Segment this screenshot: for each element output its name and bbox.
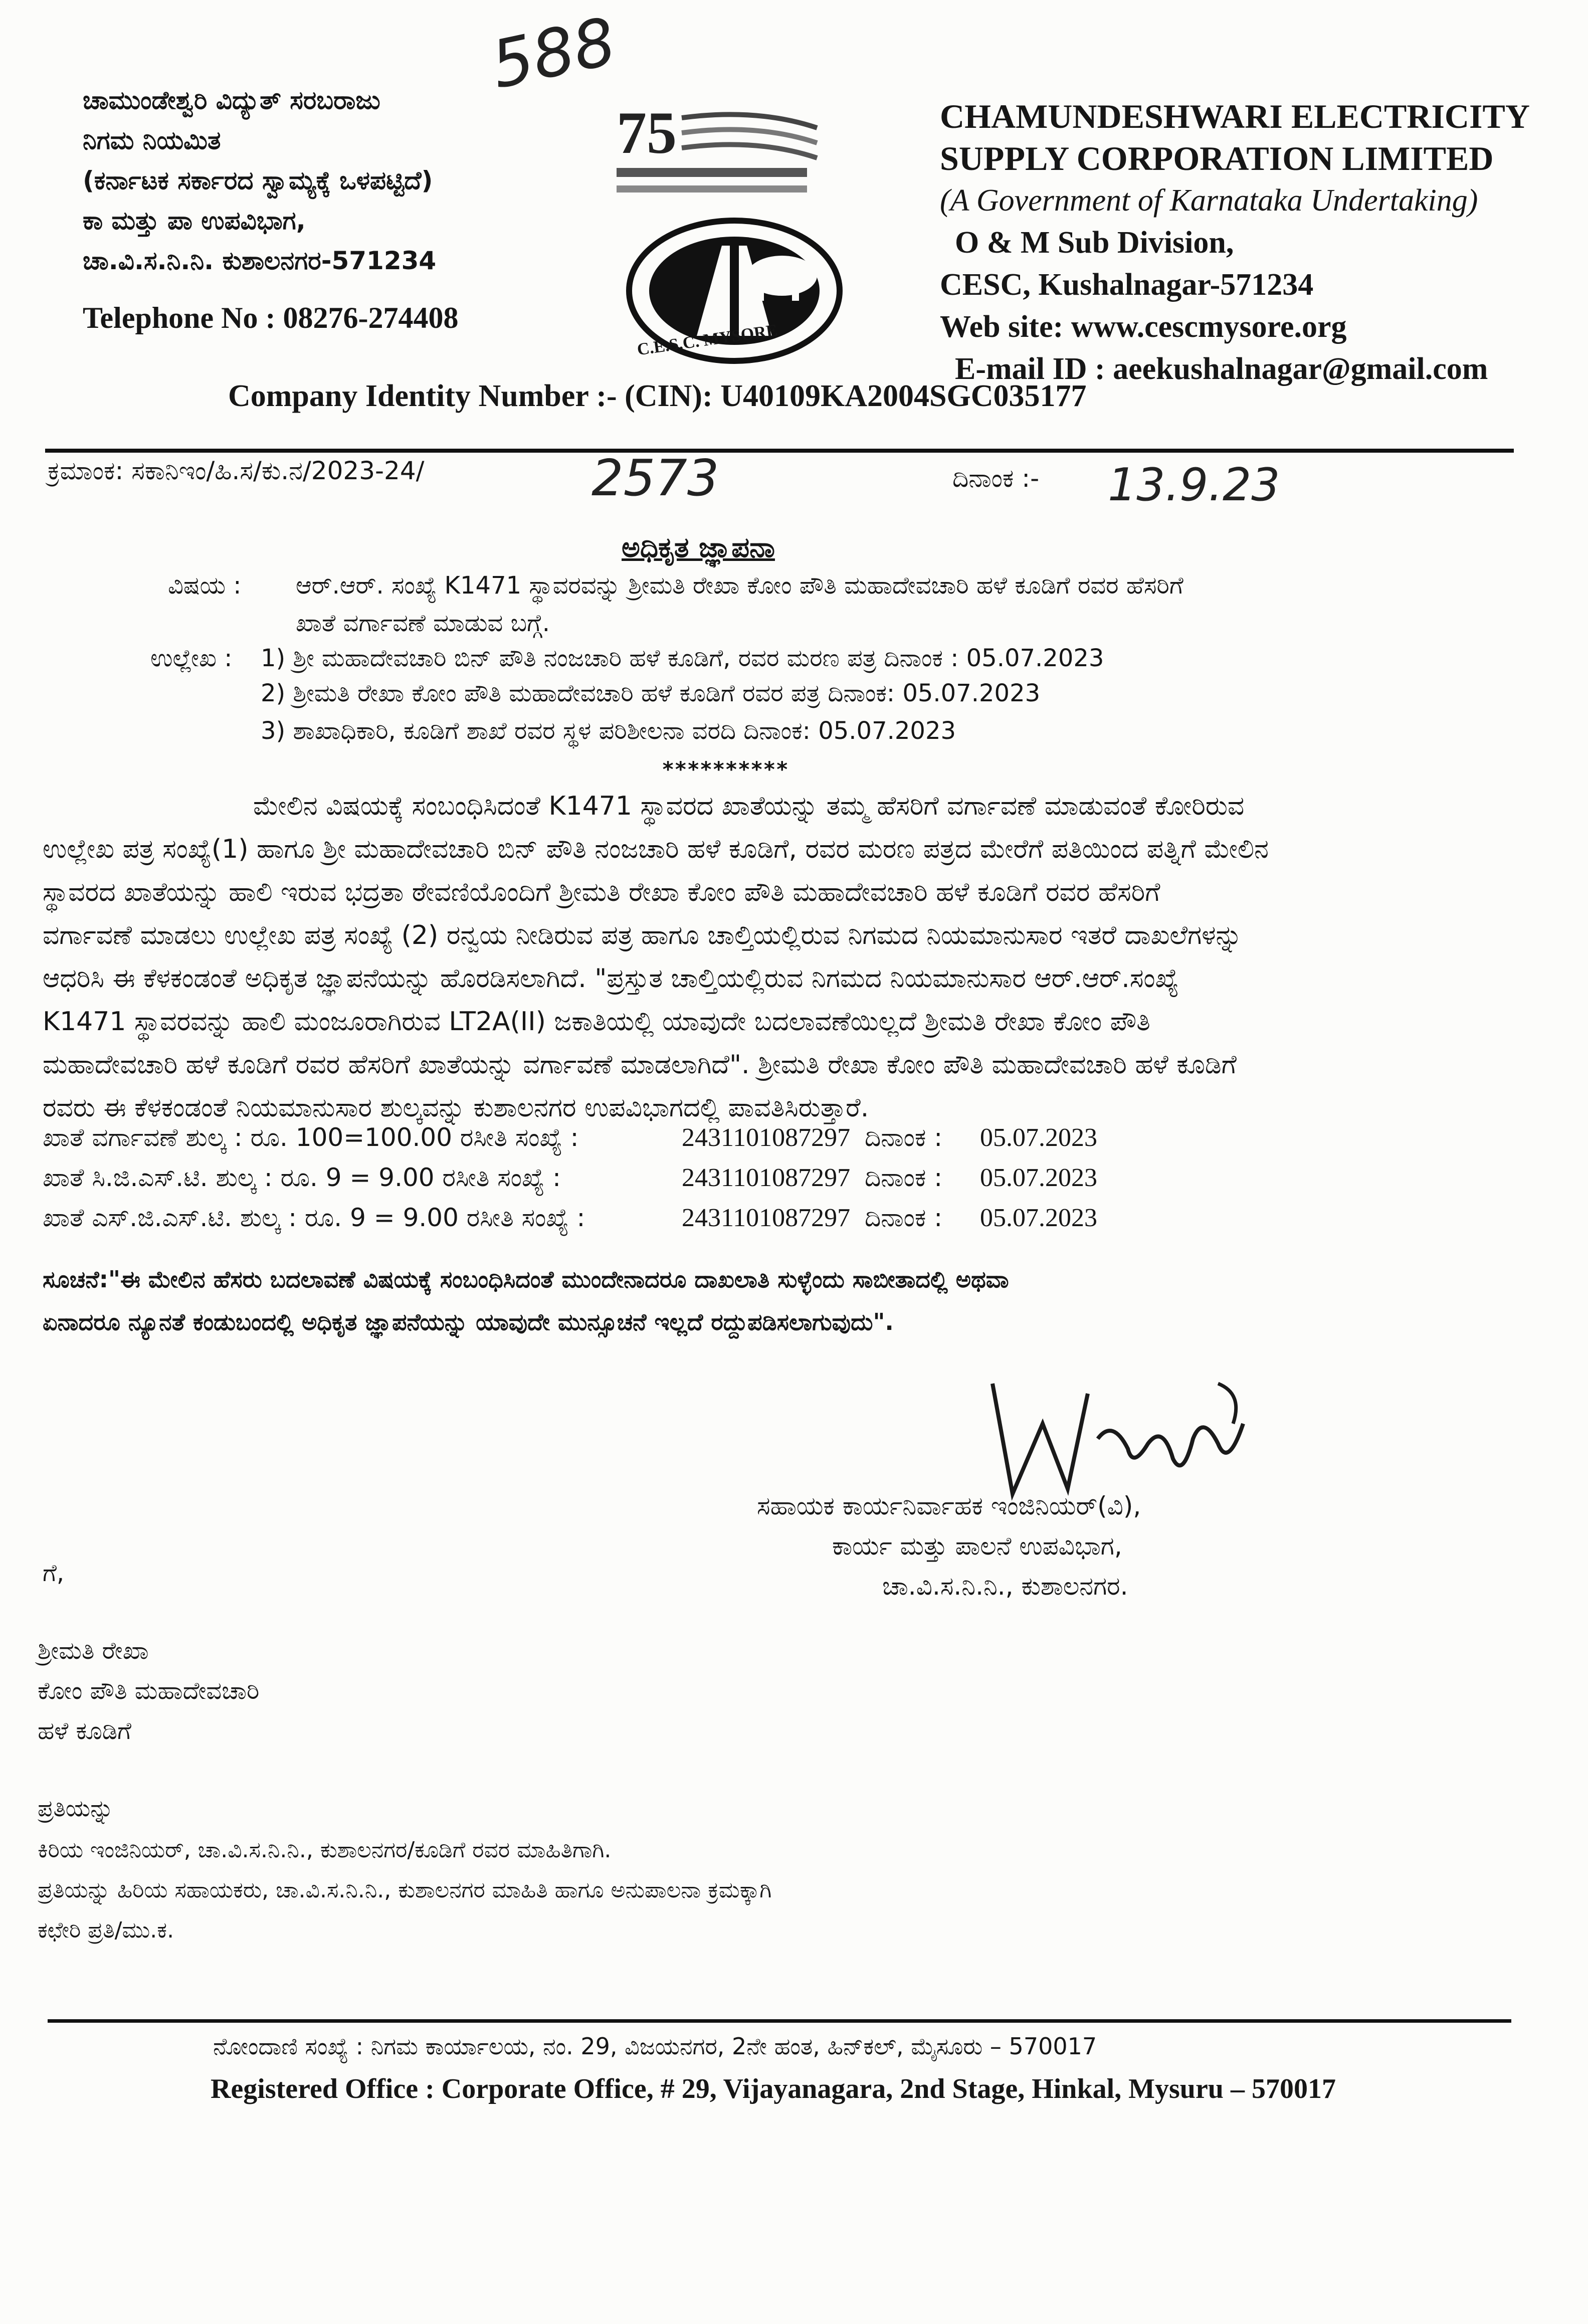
fee-date: 05.07.2023 (980, 1204, 1097, 1232)
reference-item: 3) ಶಾಖಾಧಿಕಾರಿ, ಕೂಡಿಗೆ ಶಾಖೆ ರವರ ಸ್ಥಳ ಪರಿಶೀಲನಾ ವರದಿ ದಿನಾಂಕ: 05.07.2023 (261, 717, 956, 745)
subject-label: ವಿಷಯ : (168, 571, 242, 600)
signatory-line: ಕಾರ್ಯ ಮತ್ತು ಪಾಲನೆ ಉಪವಿಭಾಗ, (832, 1531, 1122, 1561)
body-line: ಆಧರಿಸಿ ಈ ಕೆಳಕಂಡಂತೆ ಅಧಿಕೃತ ಜ್ಞಾಪನೆಯನ್ನು ಹೊರಡಿಸಲಾಗಿದೆ. "ಪ್ರಸ್ತುತ ಚಾಲ್ತಿಯಲ್ಲಿರುವ ನಿಗಮದ ನಿಯಮಾನುಸಾರ ಆರ್.ಆರ್.ಸಂಖ್ಯೆ (43, 963, 1179, 994)
to-label: ಗೆ, (43, 1559, 65, 1587)
fee-date-label: ದಿನಾಂಕ : (865, 1203, 943, 1232)
company-cin: Company Identity Number :- (CIN): U40109KA2004SGC035177 (228, 379, 1087, 413)
addressee-line: ಹಳೆ ಕೂಡಿಗೆ (38, 1717, 131, 1745)
addressee-line: ಶ್ರೀಮತಿ ರೇಖಾ (38, 1637, 149, 1665)
copy-line: ಕಛೇರಿ ಪ್ರತಿ/ಮು.ಕ. (38, 1917, 174, 1943)
header-divider (45, 449, 1514, 453)
footer-divider (48, 2019, 1511, 2023)
fee-date-label: ದಿನಾಂಕ : (865, 1163, 943, 1192)
body-line: ಮೇಲಿನ ವಿಷಯಕ್ಕೆ ಸಂಬಂಧಿಸಿದಂತೆ K1471 ಸ್ಥಾವರದ ಖಾತೆಯನ್ನು ತಮ್ಮ ಹೆಸರಿಗೆ ವರ್ಗಾವಣೆ ಮಾಡುವಂತೆ ಕೋರಿರುವ (253, 791, 1245, 821)
reference-item: 1) ಶ್ರೀ ಮಹಾದೇವಚಾರಿ ಬಿನ್ ಪೌತಿ ನಂಜಚಾರಿ ಹಳೆ ಕೂಡಿಗೆ, ರವರ ಮರಣ ಪತ್ರ ದಿನಾಂಕ : 05.07.2023 (261, 644, 1104, 672)
body-line: K1471 ಸ್ಥಾವರವನ್ನು ಹಾಲಿ ಮಂಜೂರಾಗಿರುವ LT2A(II) ಜಕಾತಿಯಲ್ಲಿ ಯಾವುದೇ ಬದಲಾವಣೆಯಿಲ್ಲದೆ ಶ್ರೀಮತಿ ರೇಖಾ ಕೋಂ ಪೌತಿ (43, 1007, 1150, 1037)
fee-row (43, 1163, 1097, 1203)
footer-english-address (211, 2073, 1336, 2105)
document-title: ಅಧಿಕೃತ ಜ್ಞಾಪನಾ (622, 531, 775, 564)
date-label: ದಿನಾಂಕ :- (952, 464, 1040, 493)
body-line: ವರ್ಗಾವಣೆ ಮಾಡಲು ಉಲ್ಲೇಖ ಪತ್ರ ಸಂಖ್ಯೆ (2) ರನ್ವಯ ನೀಡಿರುವ ಪತ್ರ ಹಾಗೂ ಚಾಲ್ತಿಯಲ್ಲಿರುವ ನಿಗಮದ ನಿಯಮಾನುಸಾರ ಇತರೆ ದಾಖಲೆಗಳನ್ನು (43, 920, 1242, 950)
signatory-line: ಸಹಾಯಕ ಕಾರ್ಯನಿರ್ವಾಹಕ ಇಂಜಿನಿಯರ್(ವಿ), (757, 1491, 1141, 1520)
fee-label: ಖಾತೆ ಎಸ್.ಜಿ.ಎಸ್.ಟಿ. ಶುಲ್ಕ : ರೂ. 9 = 9.00 ರಸೀತಿ ಸಂಖ್ಯೆ : (43, 1203, 585, 1232)
fee-date: 05.07.2023 (980, 1123, 1097, 1152)
subject-line: ಖಾತೆ ವರ್ಗಾವಣೆ ಮಾಡುವ ಬಗ್ಗೆ. (296, 609, 550, 637)
office-address: CESC, Kushalnagar-571234 (940, 268, 1314, 302)
addressee-line: ಕೋಂ ಪೌತಿ ಮಹಾದೇವಚಾರಿ (38, 1677, 260, 1705)
header-kannada-block (83, 80, 436, 281)
reference-item: 2) ಶ್ರೀಮತಿ ರೇಖಾ ಕೋಂ ಪೌತಿ ಮಹಾದೇವಚಾರಿ ಹಳೆ ಕೂಡಿಗೆ ರವರ ಪತ್ರ ದಿನಾಂಕ: 05.07.2023 (261, 679, 1041, 707)
header-kn-line: ಕಾ ಮತ್ತು ಪಾ ಉಪವಿಭಾಗ, (83, 206, 306, 235)
fee-label: ಖಾತೆ ವರ್ಗಾವಣೆ ಶುಲ್ಕ : ರೂ. 100=100.00 ರಸೀತಿ ಸಂಖ್ಯೆ : (43, 1123, 579, 1152)
cesc-logo-caption: C.E.S.C. MYSORE (636, 321, 779, 359)
subject-line: ಆರ್.ಆರ್. ಸಂಖ್ಯೆ K1471 ಸ್ಥಾವರವನ್ನು ಶ್ರೀಮತಿ ರೇಖಾ ಕೋಂ ಪೌತಿ ಮಹಾದೇವಚಾರಿ ಹಳೆ ಕೂಡಿಗೆ ರವರ ಹೆಸರಿಗೆ (296, 571, 1183, 600)
registered-office: Registered Office : Corporate Office, # 29, Vijayanagara, 2nd Stage, Hinkal, Mysuru – 570017 (211, 2073, 1336, 2104)
note-line: ಏನಾದರೂ ನ್ಯೂನತೆ ಕಂಡುಬಂದಲ್ಲಿ ಅಧಿಕೃತ ಜ್ಞಾಪನೆಯನ್ನು ಯಾವುದೇ ಮುನ್ಸೂಚನೆ ಇಲ್ಲದೆ ರದ್ದುಪಡಿಸಲಾಗುವುದು". (43, 1308, 894, 1335)
separator-stars: ********** (662, 757, 788, 782)
handwritten-page-number: 588 (484, 3, 623, 104)
reference-number-label: ಕ್ರಮಾಂಕ: ಸಕಾನಿಇಂ/ಹಿ.ಸ/ಕು.ನ/2023-24/ (48, 456, 425, 485)
fee-receipt-number: 2431101087297 (682, 1204, 851, 1232)
fee-date: 05.07.2023 (980, 1164, 1097, 1192)
header-english-block (940, 95, 1530, 390)
fee-table (43, 1123, 1097, 1243)
handwritten-reference-number: 2573 (591, 449, 719, 507)
email: E-mail ID : aeekushalnagar@gmail.com (955, 352, 1488, 386)
body-line: ಉಲ್ಲೇಖ ಪತ್ರ ಸಂಖ್ಯೆ(1) ಹಾಗೂ ಶ್ರೀ ಮಹಾದೇವಚಾರಿ ಬಿನ್ ಪೌತಿ ನಂಜಚಾರಿ ಹಳೆ ಕೂಡಿಗೆ, ರವರ ಮರಣ ಪತ್ರದ ಮೇರೆಗೆ ಪತಿಯಿಂದ ಪತ್ನಿಗೆ ಮೇಲಿನ (43, 834, 1269, 864)
fee-label: ಖಾತೆ ಸಿ.ಜಿ.ಎಸ್.ಟಿ. ಶುಲ್ಕ : ರೂ. 9 = 9.00 ರಸೀತಿ ಸಂಖ್ಯೆ : (43, 1163, 561, 1192)
copy-line: ಪ್ರತಿಯನ್ನು ಹಿರಿಯ ಸಹಾಯಕರು, ಚಾ.ವಿ.ಸ.ನಿ.ನಿ., ಕುಶಾಲನಗರ ಮಾಹಿತಿ ಹಾಗೂ ಅನುಪಾಲನಾ ಕ್ರಮಕ್ಕಾಗಿ (38, 1877, 772, 1903)
company-name-line1: CHAMUNDESHWARI ELECTRICITY (940, 97, 1530, 135)
copy-label: ಪ್ರತಿಯನ್ನು (38, 1795, 114, 1822)
references-label: ಉಲ್ಲೇಖ : (150, 644, 233, 672)
handwritten-date: 13.9.23 (1108, 459, 1280, 511)
body-line: ರವರು ಈ ಕೆಳಕಂಡಂತೆ ನಿಯಮಾನುಸಾರ ಶುಲ್ಕವನ್ನು ಕುಶಾಲನಗರ ಉಪವಿಭಾಗದಲ್ಲಿ ಪಾವತಿಸಿರುತ್ತಾರೆ. (43, 1093, 869, 1123)
header-kn-line: ಚಾಮುಂಡೇಶ್ವರಿ ವಿದ್ಯುತ್ ಸರಬರಾಜು (83, 86, 380, 115)
footer-kannada-address: ನೋಂದಾಣಿ ಸಂಖ್ಯೆ : ನಿಗಮ ಕಾರ್ಯಾಲಯ, ನಂ. 29, ವಿಜಯನಗರ, 2ನೇ ಹಂತ, ಹಿನ್‌ಕಲ್, ಮೈಸೂರು – 570017 (213, 2033, 1097, 2060)
emblem-number: 75 (617, 99, 677, 166)
fee-date-label: ದಿನಾಂಕ : (865, 1123, 943, 1152)
fee-receipt-number: 2431101087297 (682, 1123, 851, 1152)
telephone: Telephone No : 08276-274408 (83, 301, 459, 334)
header-kn-line: ನಿಗಮ ನಿಯಮಿತ (83, 126, 221, 155)
copy-line: ಕಿರಿಯ ಇಂಜಿನಿಯರ್, ಚಾ.ವಿ.ಸ.ನಿ.ನಿ., ಕುಶಾಲನಗರ/ಕೂಡಿಗೆ ರವರ ಮಾಹಿತಿಗಾಗಿ. (38, 1837, 612, 1863)
fee-row (43, 1203, 1097, 1243)
note-line: ಸೂಚನೆ:"ಈ ಮೇಲಿನ ಹೆಸರು ಬದಲಾವಣೆ ವಿಷಯಕ್ಕೆ ಸಂಬಂಧಿಸಿದಂತೆ ಮುಂದೇನಾದರೂ ದಾಖಲಾತಿ ಸುಳ್ಳೆಂದು ಸಾಬೀತಾದಲ್ಲಿ ಅಥವಾ (43, 1266, 1009, 1293)
header-kn-line: ಚಾ.ವಿ.ಸ.ನಿ.ನಿ. ಕುಶಾಲನಗರ-571234 (83, 246, 437, 275)
body-line: ಸ್ಥಾವರದ ಖಾತೆಯನ್ನು ಹಾಲಿ ಇರುವ ಭದ್ರತಾ ಠೇವಣಿಯೊಂದಿಗೆ ಶ್ರೀಮತಿ ರೇಖಾ ಕೋಂ ಪೌತಿ ಮಹಾದೇವಚಾರಿ ಹಳೆ ಕೂಡಿಗೆ ರವರ ಹೆಸರಿಗೆ (43, 877, 1160, 907)
govt-undertaking: (A Government of Karnataka Undertaking) (940, 183, 1478, 218)
fee-receipt-number: 2431101087297 (682, 1164, 851, 1192)
sub-division: O & M Sub Division, (955, 226, 1234, 260)
website: Web site: www.cescmysore.org (940, 310, 1347, 344)
body-paragraph (43, 785, 1516, 1129)
body-line: ಮಹಾದೇವಚಾರಿ ಹಳೆ ಕೂಡಿಗೆ ರವರ ಹೆಸರಿಗೆ ಖಾತೆಯನ್ನು ವರ್ಗಾವಣೆ ಮಾಡಲಾಗಿದೆ". ಶ್ರೀಮತಿ ರೇಖಾ ಕೋಂ ಪೌತಿ ಮಹಾದೇವಚಾರಿ ಹಳೆ ಕೂಡಿಗೆ (43, 1050, 1237, 1080)
company-name-line2: SUPPLY CORPORATION LIMITED (940, 139, 1494, 177)
azadi-emblem (607, 98, 822, 203)
signatory-line: ಚಾ.ವಿ.ಸ.ನಿ.ನಿ., ಕುಶಾಲನಗರ. (882, 1572, 1128, 1601)
fee-row (43, 1123, 1097, 1163)
header-kn-line: (ಕರ್ನಾಟಕ ಸರ್ಕಾರದ ಸ್ವಾಮ್ಯಕ್ಕೆ ಒಳಪಟ್ಟಿದೆ) (83, 166, 433, 195)
